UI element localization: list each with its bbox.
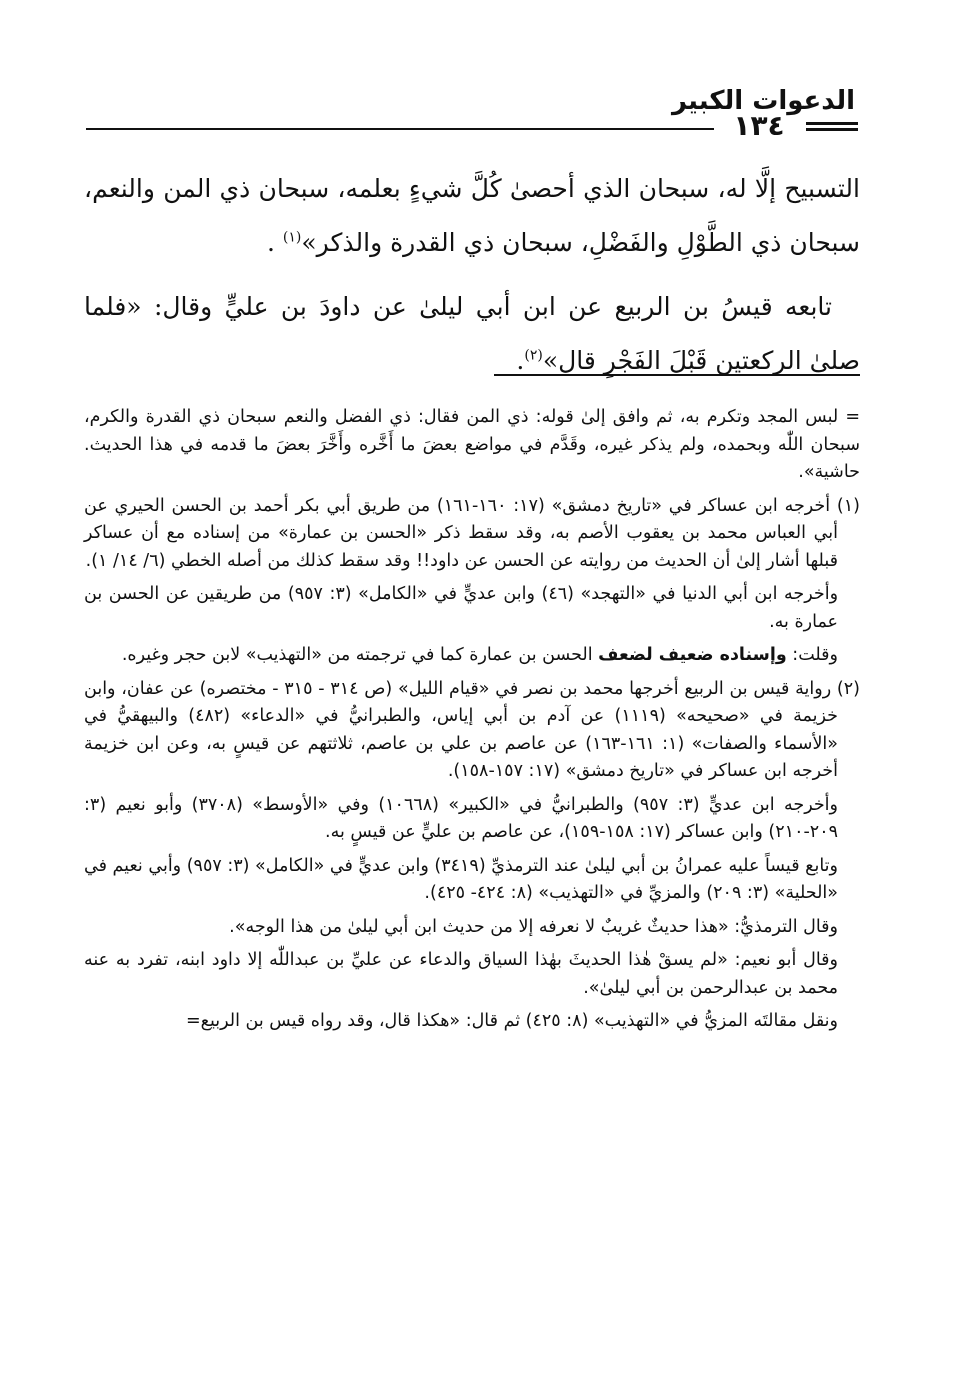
main-paragraph: تابعه قيسُ بن الربيع عن ابن أبي ليلىٰ عن داودَ بن عليٍّ وقال: «فلما صلىٰ الركعتين قَبْلَ الفَجْرِ قال»$^{(٢)}$. bbox=[84, 292, 860, 375]
header-rule bbox=[86, 128, 714, 130]
footnote-paragraph: وتابع قيساً عليه عمرانُ بن أبي ليلىٰ عند الترمذيِّ (٣٤١٩) وابن عديٍّ في «الكامل» (٣: ٩٥٧) وأبي نعيم في «الحلية» (٣: ٢٠٩) والمزيِّ في «التهذيب» (٨: ٤٢٤- ٤٢٥). bbox=[84, 855, 838, 903]
footnote-paragraph: ونقل مقالتَه المزيُّ في «التهذيب» (٨: ٤٢٥) ثم قال: «هكذا قال، وقد رواه قيس بن الربيع= bbox=[185, 1011, 838, 1031]
footnote-ref-2: (٢) bbox=[524, 347, 543, 364]
footnotes bbox=[84, 404, 860, 1042]
footnote-paragraph: وقال الترمذيُّ: «هذا حديثٌ غريبٌ لا نعرفه إلا من حديث ابن أبي ليلىٰ من هذا الوجه». bbox=[229, 916, 838, 937]
footnote-label: (٢) bbox=[836, 678, 860, 699]
header-double-rule bbox=[806, 122, 858, 134]
footnote-label: (١) bbox=[836, 495, 860, 516]
footnote-2: (٢) رواية قيس بن الربيع أخرجها محمد بن نصر في «قيام الليل» (ص ٣١٤ - ٣١٥ - مختصره) عن عفان، وابن خزيمة في «صحيحه» (١١١٩) عن آدم بن أبي إياس، والطبرانيُّ في «الدعاء» (٤٨٢) والبيهقيُّ في «الأسماء والصفات» (١: ١٦١-١٦٣) عن عاصم بن علي بن عاصم، ثلاثتهم عن قيسٍ به، وعن ابن خزيمة أخرجه ابن عساكر في «تاريخ دمشق» (١٧: ١٥٧-١٥٨). bbox=[84, 678, 860, 781]
footnote-paragraph: وقال أبو نعيم: «لم يسقْ هٰذا الحديثَ بهٰذا السياق والدعاء عن عليِّ بن عبداللّٰه إلا داود ابنه، تفرد به عنه محمد بن عبدالرحمن بن أبي ليلىٰ». bbox=[84, 950, 838, 998]
footnote-paragraph: وأخرجه ابن عديٍّ (٣: ٩٥٧) والطبرانيُّ في «الكبير» (١٠٦٦٨) وفي «الأوسط» (٣٧٠٨) وأبو نعيم (٣: ٢٠٩-٢١٠) وابن عساكر (١٧: ١٥٨-١٥٩)، عن عاصم بن عليٍّ عن قيسٍ به. bbox=[84, 794, 838, 842]
page-number: ١٣٤ bbox=[733, 109, 785, 142]
footnote-ref-1: (١) bbox=[282, 229, 302, 246]
main-paragraph: التسبيح إلَّا له، سبحان الذي أحصىٰ كُلَّ شيءٍ بعلمه، سبحان ذي المن والنعم، سبحان ذي الطَّوْلِ والفَضْلِ، سبحان ذي القدرة والذكر»$^{(١)}$ . bbox=[84, 174, 860, 257]
bold-phrase: وإسناده ضعيف لضعف bbox=[598, 645, 787, 665]
footnote-continuation: = لبس المجد وتكرم به، ثم وافق إلىٰ قوله: ذي المن فقال: ذي الفضل والنعم سبحان ذي القدرة والكرم، سبحان اللّٰه وبحمده، ولم يذكر غيره، وقَدَّم في مواضع بعضَ ما أَخَّره وأَخَّرَ بعضَ ما قدمه في هذا الحديث. حاشية». bbox=[84, 407, 860, 482]
footnote-paragraph: وقلت: وإسناده ضعيف لضعف الحسن بن عمارة كما في ترجمته من «التهذيب» لابن حجر وغيره. bbox=[121, 645, 838, 665]
footnote-separator bbox=[494, 374, 860, 376]
footnote-1: (١) أخرجه ابن عساكر في «تاريخ دمشق» (١٧: ١٦٠-١٦١) من طريق أبي بكر أحمد بن الحسن الحيري عن أبي العباس محمد بن يعقوب الأصم به، وقد سقط ذكر «الحسن بن عمارة» من إسناده مع أن عساكر قبلها أشار إلىٰ أن الحديث من روايته عن الحسن عن داود!! وقد سقط كذلك من أصله الخطي (٦/ ١٤/ ١). bbox=[84, 495, 860, 571]
running-title: الدعوات الكبير bbox=[671, 86, 855, 116]
main-text bbox=[84, 162, 860, 388]
footnote-paragraph: وأخرجه ابن أبي الدنيا في «التهجد» (٤٦) وابن عديٍّ في «الكامل» (٣: ٩٥٧) من طريقين عن الحسن بن عمارة به. bbox=[84, 584, 839, 632]
